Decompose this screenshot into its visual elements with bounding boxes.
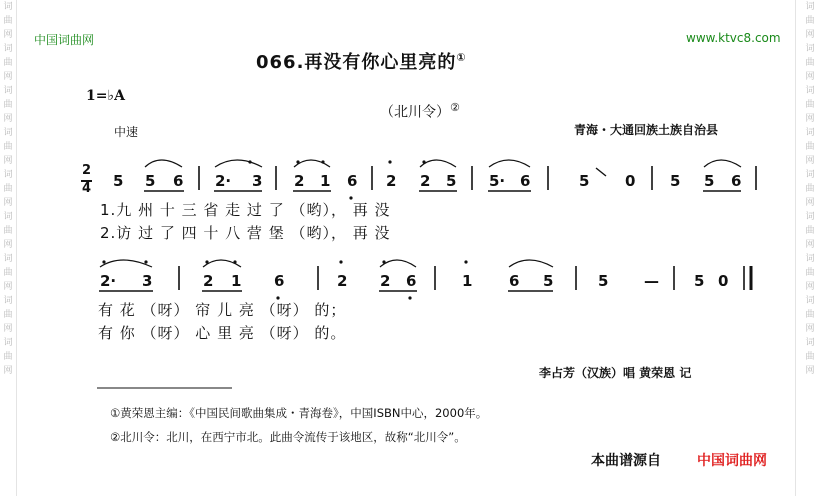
lyrics-verse-2-line-2: 有 你 （呀） 心 里 亮 （呀） 的。 <box>98 324 347 342</box>
note: 5 <box>598 272 609 290</box>
note: 6 <box>731 172 742 190</box>
key-signature: 1=♭A <box>86 88 125 104</box>
slur <box>215 160 262 167</box>
note: 5· <box>489 172 506 190</box>
octave-dots <box>102 160 467 299</box>
glide-mark <box>596 168 606 176</box>
tempo-marking: 中速 <box>114 125 139 139</box>
site-name-left[interactable]: 中国词曲网 <box>34 33 95 47</box>
slur <box>294 160 330 167</box>
slur <box>509 260 553 267</box>
barlines-line-2 <box>179 266 751 290</box>
note: 6 <box>173 172 184 190</box>
slur <box>380 260 416 267</box>
source-site-link[interactable]: 中国词曲网 <box>697 453 767 469</box>
barlines-line-1 <box>199 166 756 190</box>
note: 5 <box>704 172 715 190</box>
note: 5 <box>670 172 681 190</box>
source-label: 本曲谱源自 <box>591 453 661 469</box>
time-signature-bottom: 4 <box>82 181 92 196</box>
dash-sustain: — <box>644 272 659 290</box>
note: 5 <box>579 172 590 190</box>
title-footnote-mark: ① <box>456 51 467 64</box>
note: 2 <box>380 272 391 290</box>
footnote-1: ①黄荣恩主编：《中国民间歌曲集成・青海卷》，中国ISBN中心，2000年。 <box>110 406 488 420</box>
slur <box>100 260 152 267</box>
note: 2 <box>294 172 305 190</box>
note: 0 <box>625 172 636 190</box>
note: 2 <box>420 172 431 190</box>
performer-credits: 李占芳（汉族）唱 黄荣恩 记 <box>539 366 692 380</box>
note: 2 <box>203 272 214 290</box>
slur <box>145 160 182 167</box>
note: 5 <box>113 172 124 190</box>
subtitle-text: （北川令） <box>380 104 450 121</box>
slurs <box>100 160 741 267</box>
lyrics-verse-2-line-1: 2.访 过 了 四 十 八 营 堡 （哟）， 再 没 <box>100 224 391 242</box>
note: 5 <box>694 272 705 290</box>
note: 2· <box>215 172 232 190</box>
note: 3 <box>142 272 153 290</box>
slur <box>704 160 741 167</box>
lyrics-verse-1-line-1: 1.九 州 十 三 省 走 过 了 （哟）， 再 没 <box>100 201 391 219</box>
beams <box>99 191 741 291</box>
subtitle-footnote-mark: ② <box>450 101 460 114</box>
note: 6 <box>509 272 520 290</box>
slur <box>420 160 456 167</box>
note: 5 <box>446 172 457 190</box>
slur <box>489 160 530 167</box>
lyrics-verse-1-line-2: 有 花 （呀） 帘 儿 亮 （呀） 的； <box>98 301 347 319</box>
note: 5 <box>543 272 554 290</box>
song-origin: 青海・大通回族土族自治县 <box>574 123 719 137</box>
note: 6 <box>520 172 531 190</box>
note: 6 <box>406 272 417 290</box>
note: 2 <box>386 172 397 190</box>
note: 6 <box>274 272 285 290</box>
note: 2· <box>100 272 117 290</box>
time-signature-top: 2 <box>82 163 92 178</box>
note: 1 <box>320 172 331 190</box>
note: 6 <box>347 172 358 190</box>
right-margin-watermark: 词曲网词曲网词曲网词曲网词曲网词曲网词曲网词曲网词曲网 <box>805 2 815 376</box>
note: 1 <box>231 272 242 290</box>
footnote-2: ②北川令：北川，在西宁市北。此曲令流传于该地区，故称“北川令”。 <box>110 430 466 444</box>
note: 2 <box>337 272 348 290</box>
note: 5 <box>145 172 156 190</box>
site-url-right[interactable]: www.ktvc8.com <box>686 31 781 45</box>
note: 1 <box>462 272 473 290</box>
note: 3 <box>252 172 263 190</box>
song-title-text: 066.再没有你心里亮的 <box>256 52 457 73</box>
note: 0 <box>718 272 729 290</box>
left-margin-watermark: 词曲网词曲网词曲网词曲网词曲网词曲网词曲网词曲网词曲网 <box>3 2 13 376</box>
